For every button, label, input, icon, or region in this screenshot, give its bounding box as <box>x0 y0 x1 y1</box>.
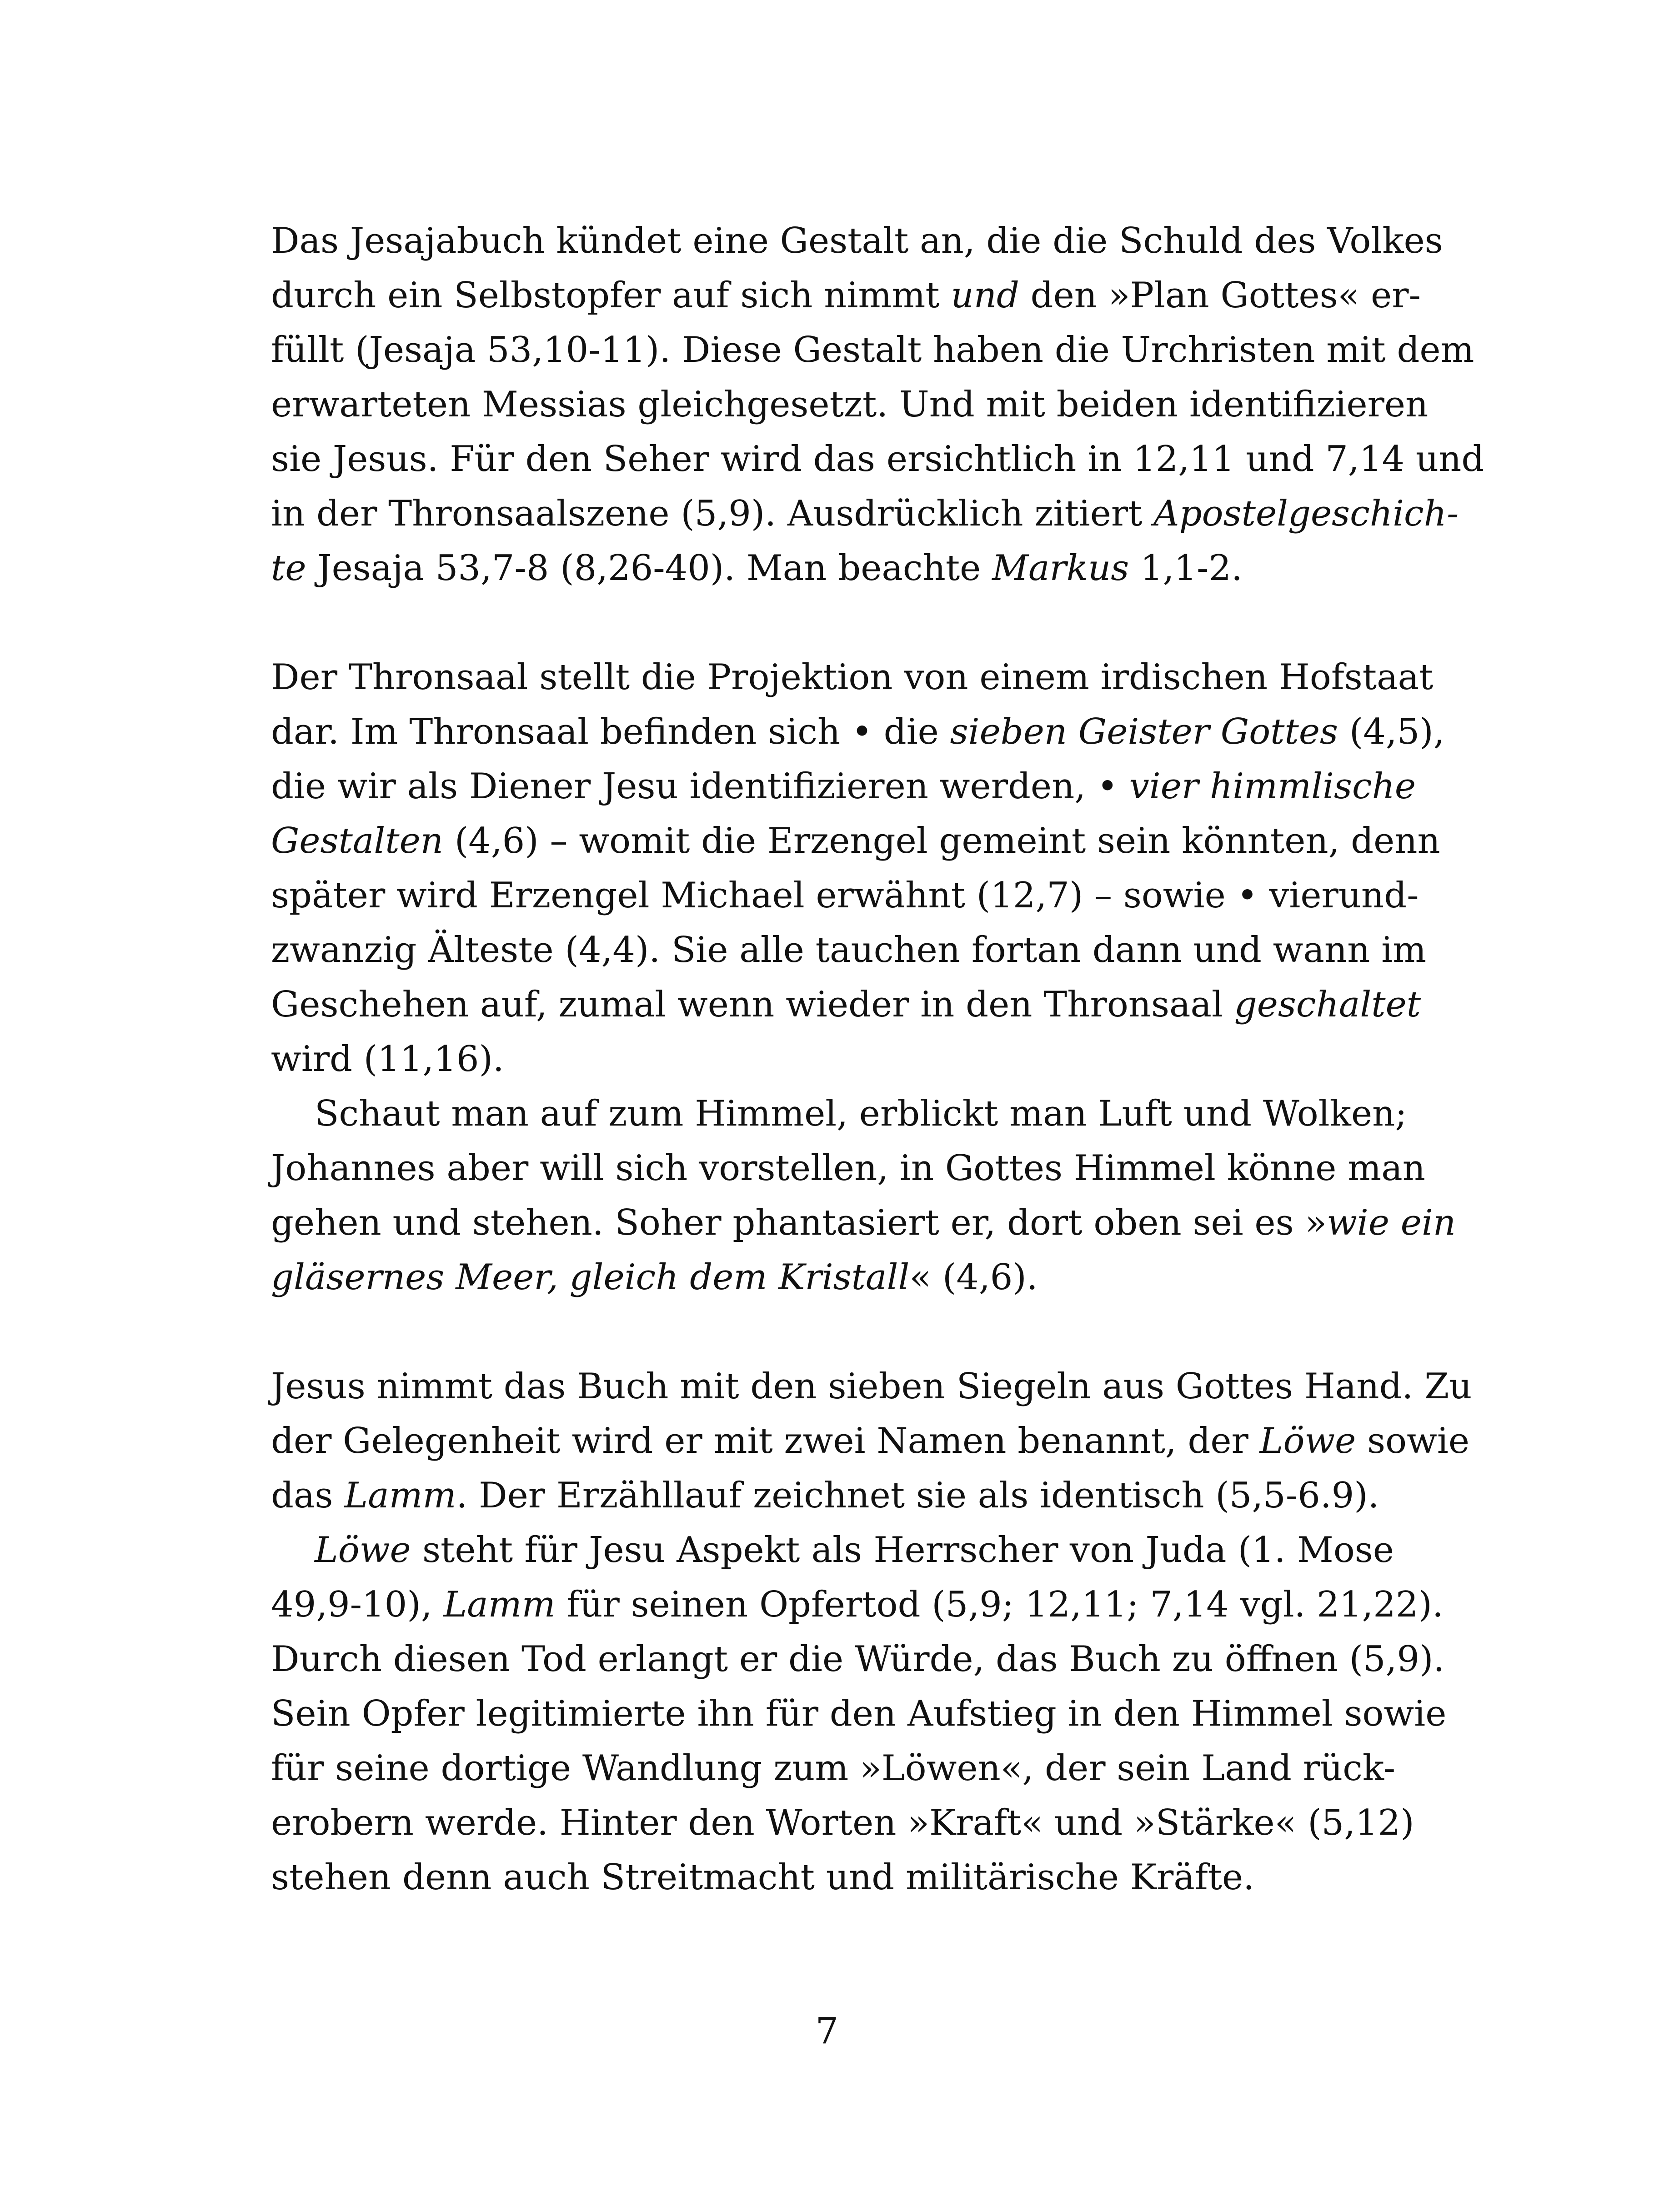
text-line: sie Jesus. Für den Seher wird das ersichtlich in 12,11 und 7,14 und <box>271 439 1484 480</box>
text-line: gehen und stehen. Soher phantasiert er, dort oben sei es »wie ein <box>271 1202 1456 1243</box>
text-line: der Gelegenheit wird er mit zwei Namen benannt, der Löwe sowie <box>271 1421 1469 1461</box>
text-line: Gestalten (4,6) – womit die Erzengel gemeint sein könnten, denn <box>271 821 1440 861</box>
text-line: 49,9-10), Lamm für seinen Opfertod (5,9; 12,11; 7,14 vgl. 21,22). <box>271 1584 1443 1625</box>
text-line: Jesus nimmt das Buch mit den sieben Siegeln aus Gottes Hand. Zu <box>271 1366 1472 1407</box>
text-line: Durch diesen Tod erlangt er die Würde, das Buch zu öffnen (5,9). <box>271 1639 1445 1680</box>
text-line: Geschehen auf, zumal wenn wieder in den Thronsaal geschaltet <box>271 984 1421 1025</box>
text-line: für seine dortige Wandlung zum »Löwen«, der sein Land rück- <box>271 1748 1396 1789</box>
text-line: stehen denn auch Streitmacht und militärische Kräfte. <box>271 1857 1255 1898</box>
text-line: zwanzig Älteste (4,4). Sie alle tauchen fortan dann und wann im <box>271 930 1427 971</box>
text-line: erwarteten Messias gleichgesetzt. Und mit beiden identifizieren <box>271 384 1428 425</box>
text-line: durch ein Selbstopfer auf sich nimmt und den »Plan Gottes« er- <box>271 275 1421 316</box>
text-line: te Jesaja 53,7-8 (8,26-40). Man beachte Markus 1,1-2. <box>271 548 1243 589</box>
page-number: 7 <box>815 2010 839 2052</box>
text-line: Das Jesajabuch kündet eine Gestalt an, die die Schuld des Volkes <box>271 220 1443 261</box>
text-line: in der Thronsaalszene (5,9). Ausdrücklich zitiert Apostelgeschich- <box>271 493 1459 534</box>
text-line: erobern werde. Hinter den Worten »Kraft« und »Stärke« (5,12) <box>271 1802 1414 1843</box>
text-line: gläsernes Meer, gleich dem Kristall« (4,6). <box>271 1257 1038 1298</box>
text-line: dar. Im Thronsaal befinden sich • die sieben Geister Gottes (4,5), <box>271 711 1445 752</box>
text-line: das Lamm. Der Erzähllauf zeichnet sie als identisch (5,5-6.9). <box>271 1475 1379 1516</box>
text-line: Der Thronsaal stellt die Projektion von einem irdischen Hofstaat <box>271 657 1433 698</box>
text-line: Schaut man auf zum Himmel, erblickt man Luft und Wolken; <box>315 1093 1407 1134</box>
text-line: Löwe steht für Jesu Aspekt als Herrscher von Juda (1. Mose <box>315 1530 1394 1571</box>
text-line: Sein Opfer legitimierte ihn für den Aufstieg in den Himmel sowie <box>271 1693 1447 1734</box>
text-line: wird (11,16). <box>271 1039 504 1080</box>
text-line: Johannes aber will sich vorstellen, in Gottes Himmel könne man <box>271 1148 1425 1189</box>
text-line: später wird Erzengel Michael erwähnt (12,7) – sowie • vierund- <box>271 875 1419 916</box>
text-line: füllt (Jesaja 53,10-11). Diese Gestalt haben die Urchristen mit dem <box>271 330 1474 370</box>
text-line: die wir als Diener Jesu identifizieren werden, • vier himmlische <box>271 766 1416 807</box>
